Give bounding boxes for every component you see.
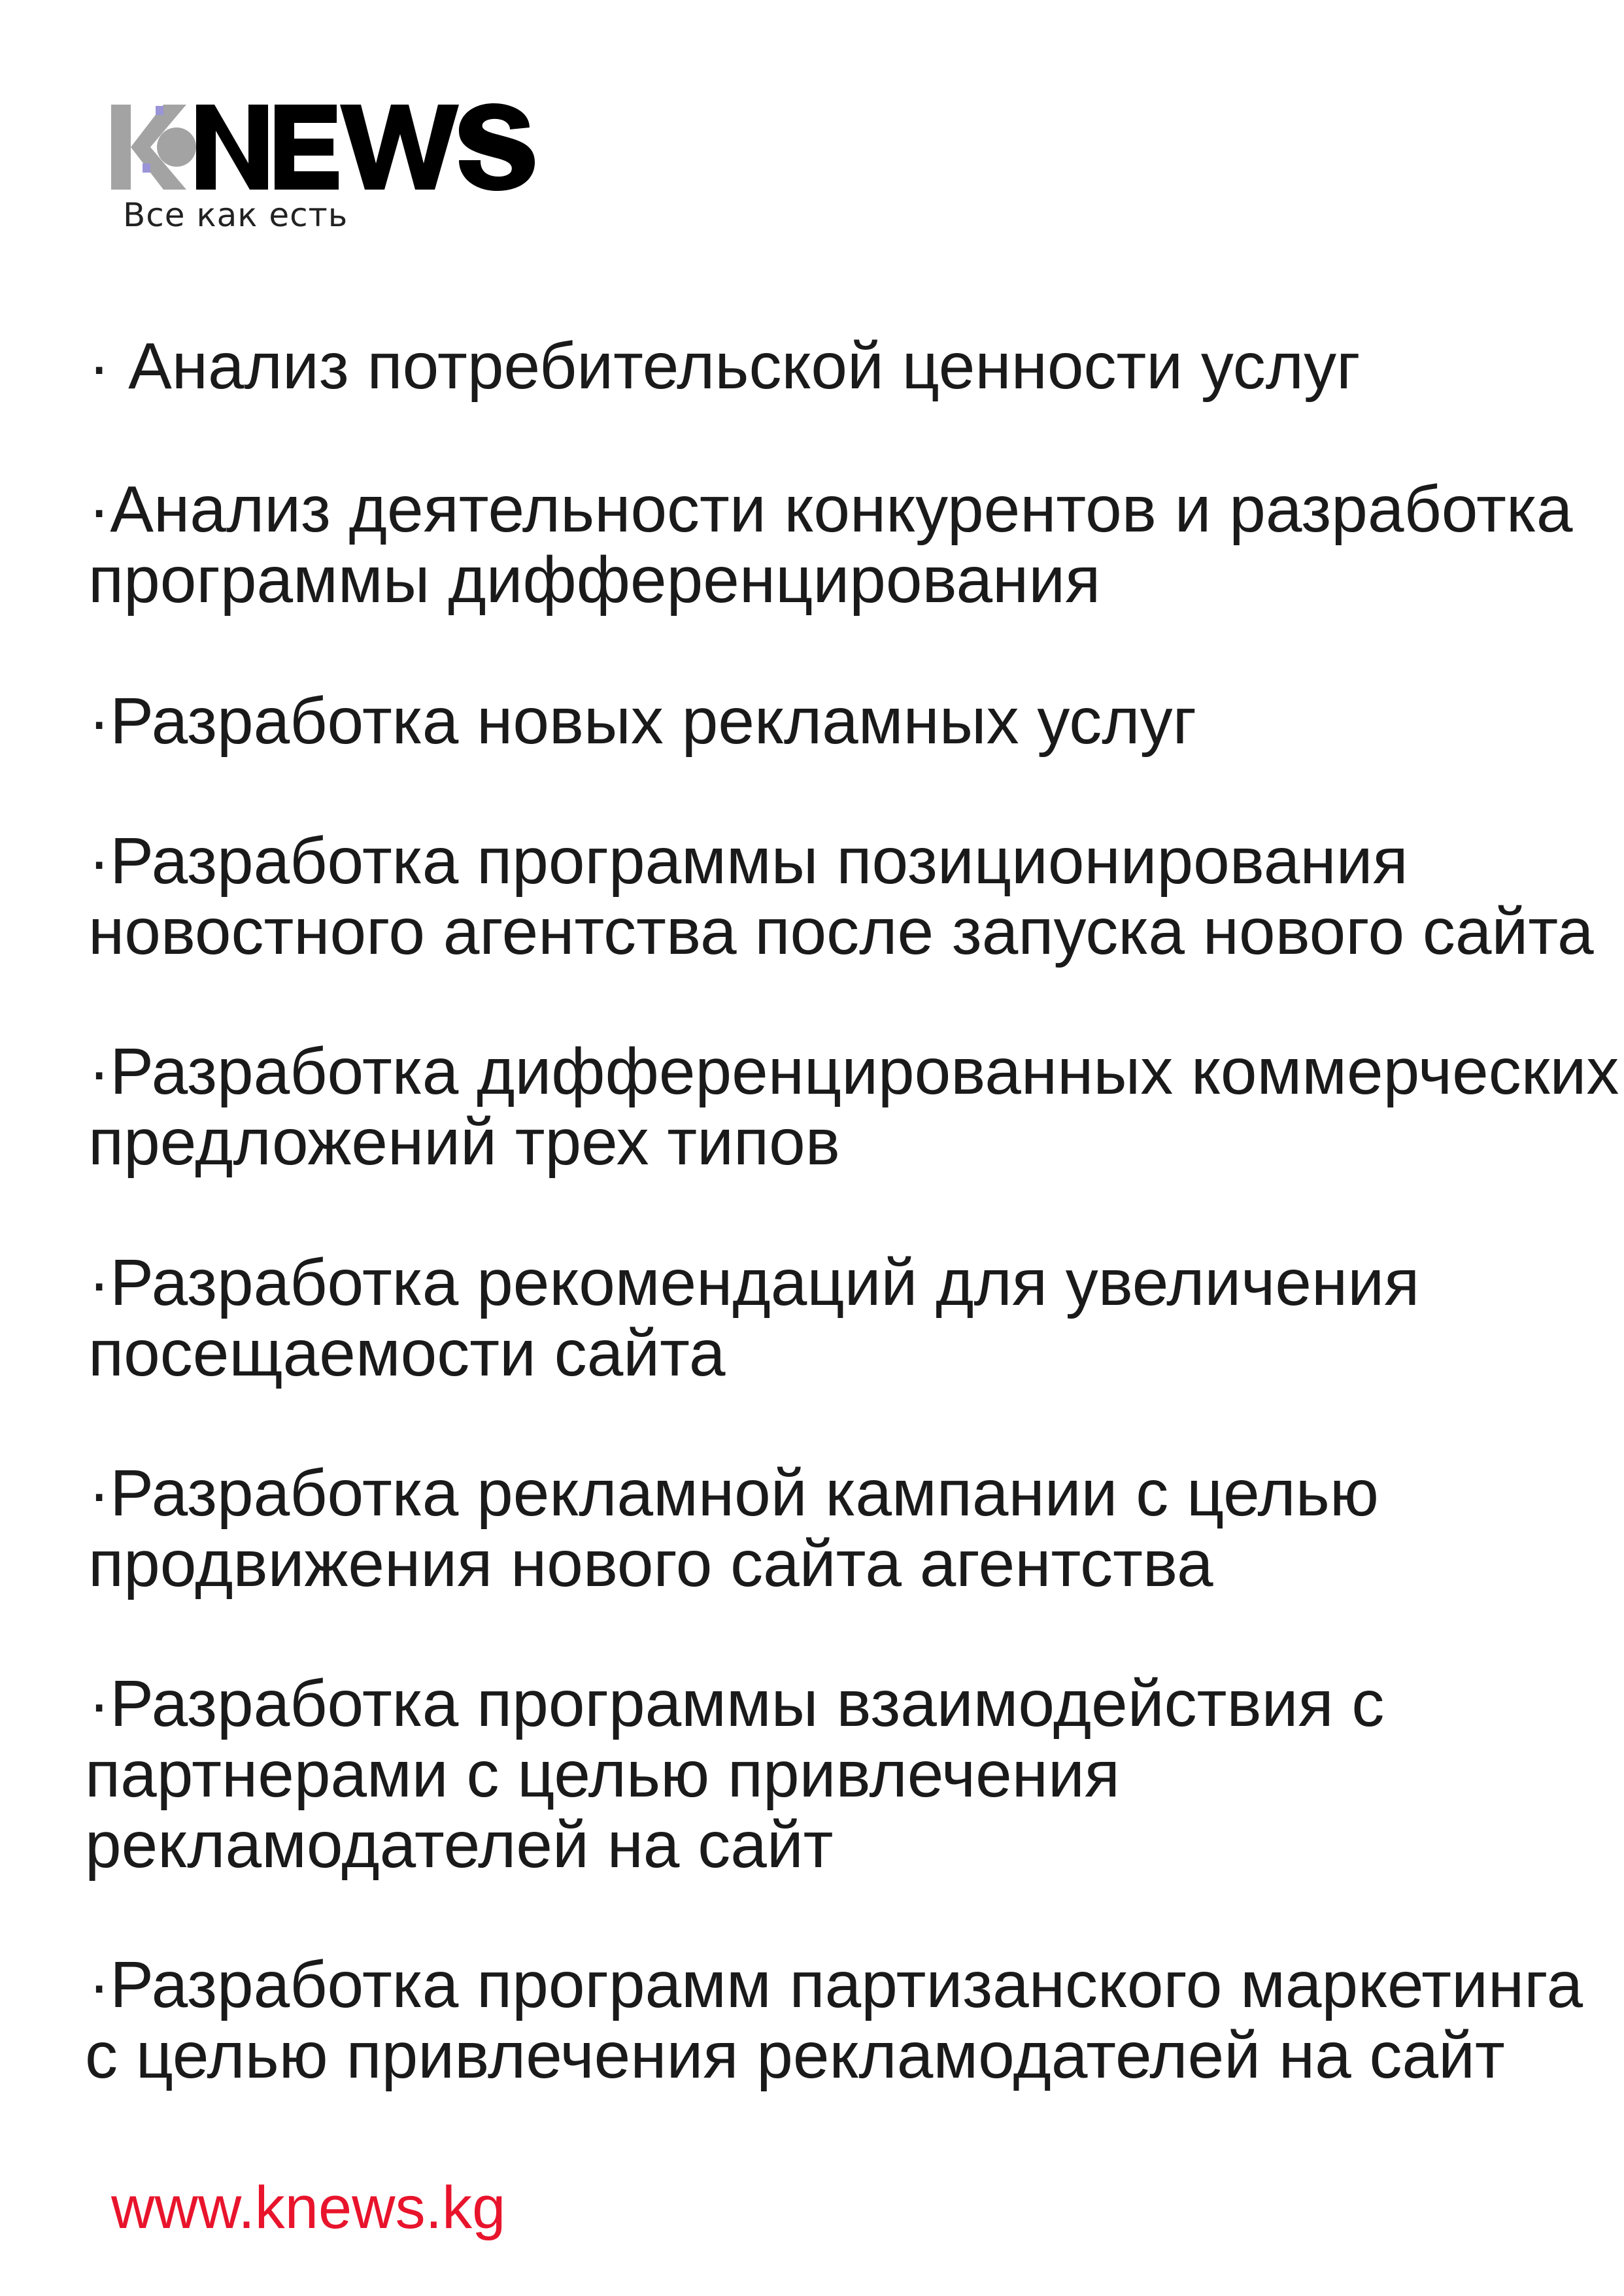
knews-logo-mark (111, 98, 621, 203)
list-item-7-cont: продвижения нового сайта агентства (88, 1527, 1213, 1600)
list-item-5: ·Разработка дифференцированных коммерческих (88, 1035, 1619, 1108)
knews-logo (111, 98, 621, 248)
list-item-9-cont: с целью привлечения рекламодателей на сайт (85, 2019, 1505, 2092)
list-item-8-cont2: рекламодателей на сайт (85, 1808, 834, 1882)
list-item-1: · Анализ потребительской ценности услуг (88, 329, 1361, 403)
list-item-8-cont: партнерами с целью привлечения (85, 1738, 1120, 1811)
list-item-2-cont: программы дифференцирования (88, 543, 1101, 616)
list-item-7: ·Разработка рекламной кампании с целью (88, 1457, 1379, 1530)
list-item-2: ·Анализ деятельности конкурентов и разработка (88, 473, 1573, 546)
website-link[interactable]: www.knews.kg (111, 2174, 506, 2241)
list-item-4-cont: новостного агентства после запуска нового сайта (88, 895, 1594, 968)
list-item-4: ·Разработка программы позиционирования (88, 824, 1408, 898)
list-item-8: ·Разработка программы взаимодействия с (88, 1667, 1385, 1740)
list-item-3: ·Разработка новых рекламных услуг (88, 684, 1197, 758)
list-item-6: ·Разработка рекомендаций для увеличения (88, 1246, 1420, 1319)
logo-tagline: Все как есть (123, 196, 348, 234)
list-item-6-cont: посещаемости сайта (88, 1317, 726, 1390)
list-item-9: ·Разработка программ партизанского маркетинга (88, 1948, 1583, 2021)
list-item-5-cont: предложений трех типов (88, 1106, 840, 1179)
